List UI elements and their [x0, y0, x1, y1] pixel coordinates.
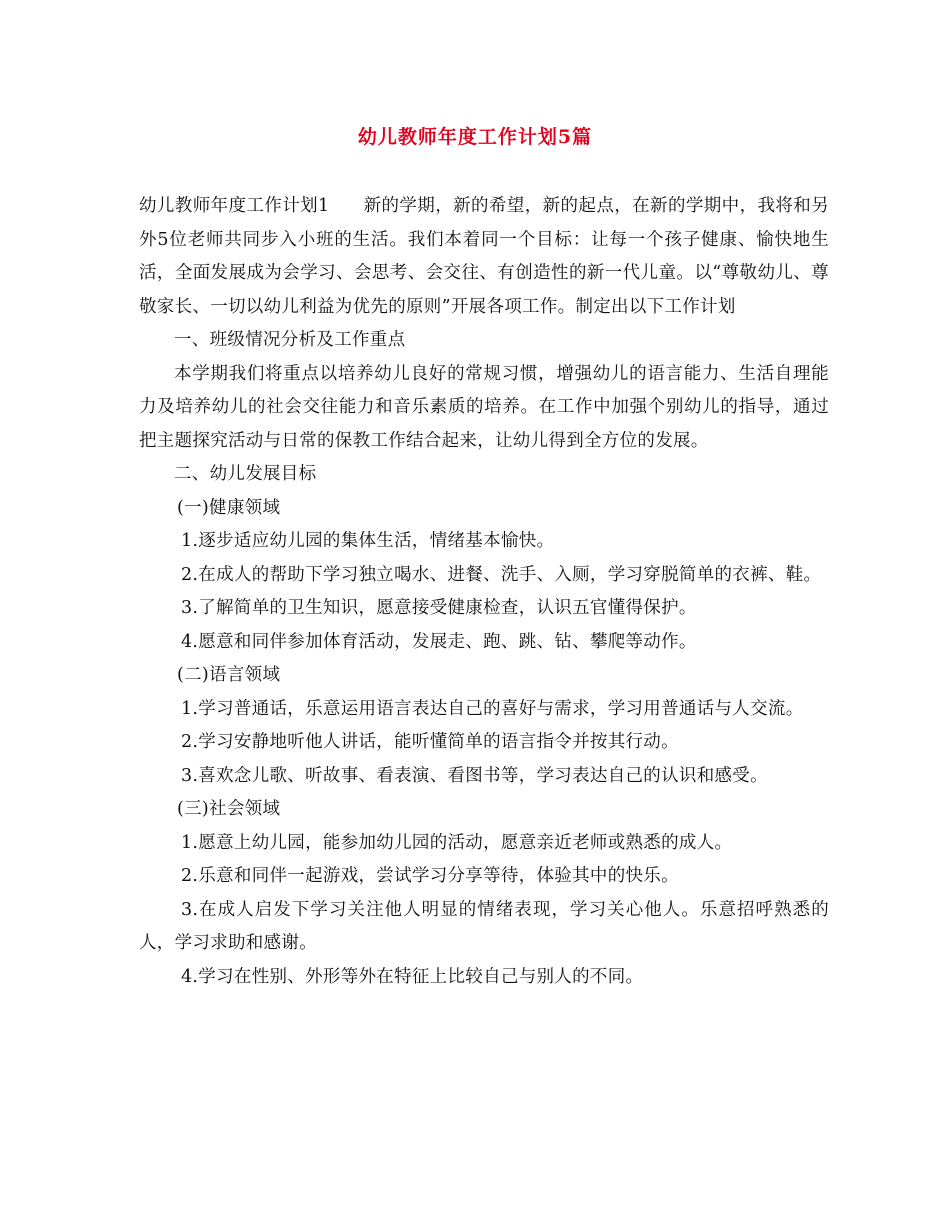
social-heading: (三)社会领域 [177, 799, 281, 819]
social-item: 4.学习在性别、外形等外在特征上比较自己与别人的不同。 [181, 966, 644, 987]
health-item: 1.逐步适应幼儿园的集体生活，情绪基本愉快。 [181, 531, 555, 551]
health-item: 4.愿意和同伴参加体育活动，发展走、跑、跳、钻、攀爬等动作。 [181, 631, 697, 652]
document-title: 幼儿教师年度工作计划5篇 [357, 126, 593, 148]
health-item: 3.了解简单的卫生知识，愿意接受健康检查，认识五官懂得保护。 [181, 598, 697, 618]
social-item: 2.乐意和同伴一起游戏，尝试学习分享等待，体验其中的快乐。 [181, 866, 679, 886]
section1-heading: 一、班级情况分析及工作重点 [174, 330, 406, 350]
section2-heading: 二、幼儿发展目标 [174, 464, 317, 484]
section1-text: 本学期我们将重点以培养幼儿良好的常规习惯，增强幼儿的语言能力、生活自理能力及培养幼儿的社会交往能力和音乐素质的培养。在工作中加强个别幼儿的指导，通过把主题探究活动与日常的保教工作结合起来，让幼儿得到全方位的发展。 [139, 363, 829, 451]
document-body [139, 190, 829, 994]
intro-text: 新的学期，新的希望，新的起点，在新的学期中，我将和另外5位老师共同步入小班的生活。我们本着同一个目标：让每一个孩子健康、愉快地生活，全面发展成为会学习、会思考、会交往、有创造性的新一代儿童。以“尊敬幼儿、尊敬家长、一切以幼儿利益为优先的原则”开展各项工作。制定出以下工作计划 [139, 196, 829, 317]
intro-paragraph [139, 190, 829, 324]
plan-heading: 幼儿教师年度工作计划1 [139, 196, 330, 216]
language-item: 3.喜欢念儿歌、听故事、看表演、看图书等，学习表达自己的认识和感受。 [181, 765, 768, 786]
social-item: 3.在成人启发下学习关注他人明显的情绪表现，学习关心他人。乐意招呼熟悉的人，学习求助和感谢。 [139, 899, 829, 953]
language-heading: (二)语言领域 [177, 665, 281, 685]
language-item: 1.学习普通话，乐意运用语言表达自己的喜好与需求，学习用普通话与人交流。 [181, 698, 804, 719]
health-heading: (一)健康领域 [177, 497, 281, 518]
language-item: 2.学习安静地听他人讲话，能听懂简单的语言指令并按其行动。 [181, 732, 679, 752]
health-item: 2.在成人的帮助下学习独立喝水、进餐、洗手、入厕，学习穿脱简单的衣裤、鞋。 [181, 564, 822, 585]
social-item: 1.愿意上幼儿园，能参加幼儿园的活动，愿意亲近老师或熟悉的成人。 [181, 832, 733, 853]
